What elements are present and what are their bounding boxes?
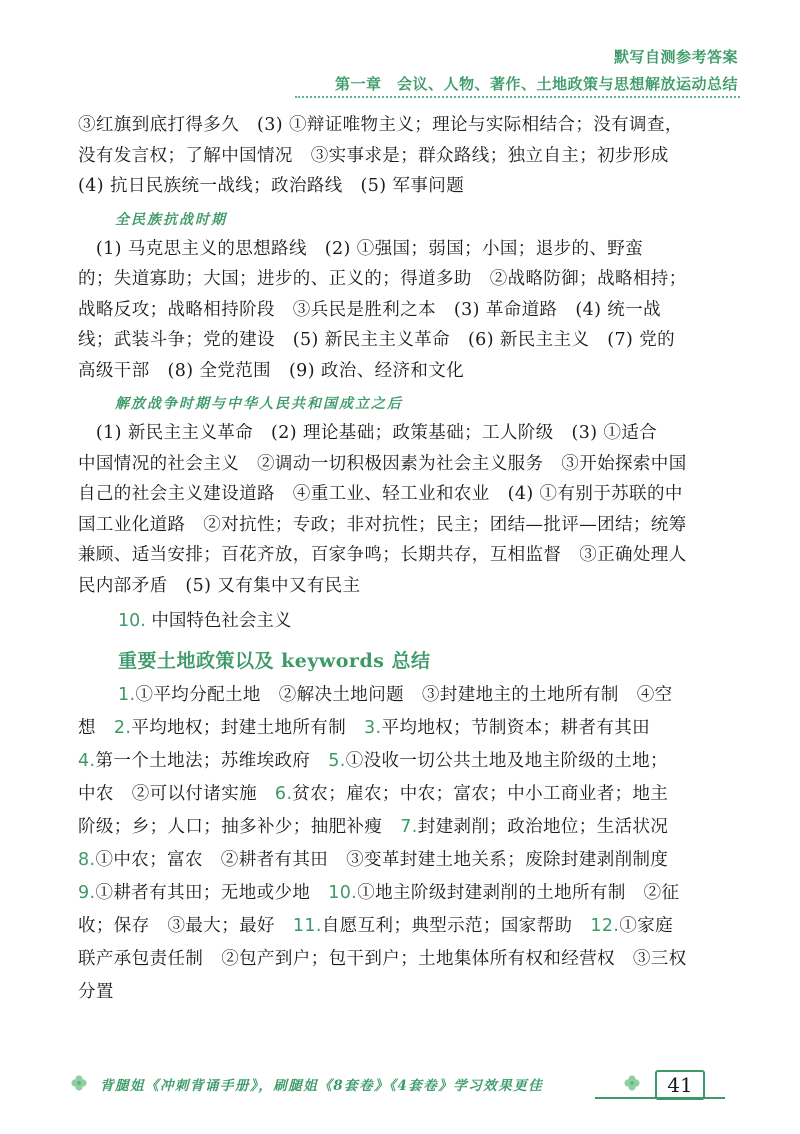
- answer-item-10: [118, 606, 723, 636]
- land-item-text: 分置: [78, 982, 114, 1002]
- land-item-text: ①地主阶级封建剥削的土地所有制 ②征: [357, 883, 680, 903]
- land-line: [78, 943, 723, 976]
- land-line: [78, 778, 723, 811]
- land-line: [78, 811, 723, 844]
- land-item-number: 1.: [118, 685, 136, 705]
- land-line: [78, 910, 723, 943]
- land-item-text: 想: [78, 718, 114, 738]
- land-item-text: ①没收一切公共土地及地主阶级的土地；: [345, 751, 668, 771]
- header-divider: [295, 96, 740, 98]
- land-line: [78, 844, 723, 877]
- subheading-wartime: 全民族抗战时期: [115, 211, 227, 228]
- land-item-text: 联产承包责任制 ②包产到户；包干到户；土地集体所有权和经营权 ③三权: [78, 949, 687, 969]
- answer-block-2: [78, 234, 723, 387]
- text-line: (4) 抗日民族统一战线；政治路线 (5) 军事问题: [78, 176, 465, 196]
- text-line: (1) 新民主主义革命 (2) 理论基础；政策基础；工人阶级 (3) ①适合: [78, 423, 658, 443]
- page-footer: [70, 1070, 730, 1100]
- land-item-number: 6.: [274, 784, 293, 804]
- text-line: 线；武装斗争；党的建设 (5) 新民主主义革命 (6) 新民主主义 (7) 党的: [78, 330, 676, 350]
- text-line: 自己的社会主义建设道路 ④重工业、轻工业和农业 (4) ①有别于苏联的中: [78, 484, 683, 504]
- land-item-number: 4.: [78, 751, 96, 771]
- land-item-number: 7.: [400, 817, 418, 837]
- text-line: 战略反攻；战略相持阶段 ③兵民是胜利之本 (3) 革命道路 (4) 统一战: [78, 299, 662, 320]
- text-line: 高级干部 (8) 全党范围 (9) 政治、经济和文化: [78, 360, 465, 381]
- land-line: [78, 976, 723, 1009]
- land-item-text: 贫农；雇农；中农；富农；中小工商业者；地主: [292, 784, 669, 804]
- clover-icon: [70, 1074, 88, 1092]
- land-item-number: 11.: [292, 916, 322, 936]
- land-item-number: 10.: [328, 883, 358, 903]
- land-policy-block: [78, 679, 723, 1009]
- land-line: [78, 745, 723, 778]
- header-title: 默写自测参考答案: [613, 48, 738, 66]
- answer-block-3: [78, 418, 723, 601]
- land-item-number: 3.: [364, 718, 382, 738]
- text-line: 没有发言权；了解中国情况 ③实事求是；群众路线；独立自主；初步形成: [78, 145, 669, 166]
- land-item-text: 第一个土地法；苏维埃政府: [95, 751, 329, 771]
- land-item-text: 自愿互利；典型示范；国家帮助: [321, 916, 591, 936]
- land-item-text: 中农 ②可以付诸实施: [78, 784, 275, 804]
- land-item-text: 收；保存 ③最大；最好: [78, 916, 293, 936]
- text-line: 民内部矛盾 (5) 又有集中又有民主: [78, 575, 361, 596]
- land-item-text: ①中农；富农 ②耕者有其田 ③变革封建土地关系；废除封建剥削制度: [95, 850, 669, 870]
- section-title: 重要土地政策以及 keywords 总结: [118, 650, 431, 672]
- land-item-number: 9.: [78, 883, 96, 903]
- item-number: 10.: [118, 611, 146, 631]
- land-item-number: 5.: [328, 751, 346, 771]
- answer-block-1: [78, 110, 723, 202]
- footer-promo-text: 背腿姐《冲刺背诵手册》，刷腿姐《8套卷》《4套卷》学习效果更佳: [100, 1078, 544, 1094]
- land-line: [78, 679, 723, 712]
- page-content: [78, 110, 723, 1009]
- land-line: [78, 712, 723, 745]
- land-item-number: 8.: [78, 850, 96, 870]
- land-item-text: 平均地权；节制资本；耕者有其田: [381, 718, 651, 738]
- text-line: 的；失道寡助；大国；进步的、正义的；得道多助 ②战略防御；战略相持；: [78, 269, 687, 289]
- land-item-text: 封建剥削；政治地位；生活状况: [417, 817, 669, 837]
- text-line: (1) 马克思主义的思想路线 (2) ①强国；弱国；小国；退步的、野蛮: [78, 238, 644, 259]
- text-line: 中国情况的社会主义 ②调动一切积极因素为社会主义服务 ③开始探索中国: [78, 453, 687, 474]
- land-item-number: 2.: [113, 718, 132, 738]
- land-item-text: 平均地权；封建土地所有制: [131, 718, 365, 738]
- subheading-liberation: 解放战争时期与中华人民共和国成立之后: [115, 396, 403, 412]
- land-item-text: ①耕者有其田；无地或少地: [95, 883, 329, 903]
- land-line: [78, 877, 723, 910]
- header-subtitle: 第一章 会议、人物、著作、土地政策与思想解放运动总结: [334, 75, 738, 93]
- item-text: 中国特色社会主义: [151, 611, 292, 631]
- text-line: ③红旗到底打得多久 (3) ①辩证唯物主义；理论与实际相结合；没有调查，: [78, 115, 683, 135]
- land-item-number: 12.: [590, 916, 620, 936]
- clover-icon: [623, 1074, 641, 1092]
- land-item-text: ①平均分配土地 ②解决土地问题 ③封建地主的土地所有制 ④空: [135, 685, 673, 705]
- text-line: 国工业化道路 ②对抗性；专政；非对抗性；民主；团结—批评—团结；统筹: [78, 514, 687, 535]
- land-item-text: 阶级；乡；人口；抽多补少；抽肥补瘦: [78, 817, 401, 837]
- land-item-text: ①家庭: [619, 916, 674, 936]
- page-header: [0, 0, 800, 100]
- text-line: 兼顾、适当安排；百花齐放，百家争鸣；长期共存，互相监督 ③正确处理人: [78, 545, 687, 565]
- page-number: 41: [655, 1070, 705, 1100]
- page-number-underline: [595, 1097, 725, 1099]
